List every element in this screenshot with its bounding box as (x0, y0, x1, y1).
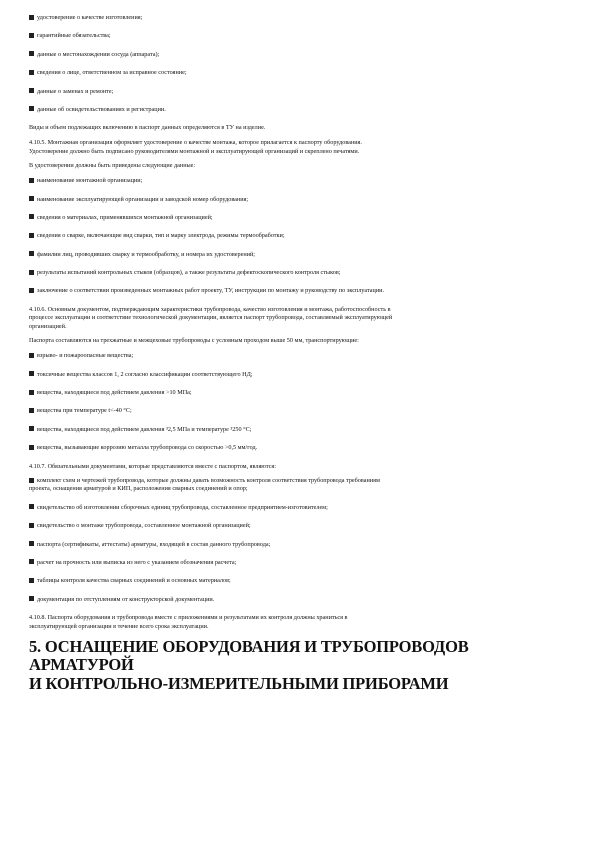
bullet-text: документация по отступлениям от конструкторской документации. (37, 595, 215, 603)
bullet-item (29, 426, 577, 434)
square-bullet-icon (29, 233, 34, 238)
bullet-item (29, 522, 577, 530)
paragraph (29, 337, 577, 345)
bullet-item (29, 106, 577, 114)
paragraph-line: 4.10.8. Паспорта оборудования и трубопровода вместе с приложениями и результатами их контроля должны храниться в (29, 614, 348, 622)
bullet-item (29, 177, 577, 185)
bullet-item (29, 389, 577, 397)
square-bullet-icon (29, 478, 34, 483)
bullet-text: сведения о лице, ответственном за исправное состояние; (37, 69, 187, 77)
square-bullet-icon (29, 541, 34, 546)
bullet-item (29, 559, 577, 567)
section-heading-line: И КОНТРОЛЬНО-ИЗМЕРИТЕЛЬНЫМИ ПРИБОРАМИ (29, 673, 449, 693)
bullet-text: расчет на прочность или выписка из него с указанием обозначения расчета; (37, 558, 237, 566)
bullet-item (29, 214, 577, 222)
bullet-item (29, 444, 577, 452)
square-bullet-icon (29, 88, 34, 93)
square-bullet-icon (29, 270, 34, 275)
square-bullet-icon (29, 353, 34, 358)
bullet-text: данные об освидетельствованиях и регистрации. (37, 105, 166, 113)
bullet-item (29, 269, 577, 277)
section-heading (29, 638, 577, 694)
bullet-item (29, 14, 577, 22)
bullet-text: фамилии лиц, проводивших сварку и термообработку, и номера их удостоверений; (37, 250, 256, 258)
paragraph (29, 162, 577, 170)
square-bullet-icon (29, 578, 34, 583)
square-bullet-icon (29, 70, 34, 75)
paragraph (29, 124, 577, 132)
paragraph-line: Виды и объем подлежащих включению в паспорт данных определяются в ТУ на изделие. (29, 124, 266, 132)
bullet-text: удостоверение о качестве изготовления; (37, 14, 143, 21)
bullet-text: сведения о материалах, применявшихся монтажной организацией; (37, 213, 213, 221)
paragraph-line: Паспорта составляются на трехжатные и межцеховые трубопроводы с условным проходом выше 50 мм, транспортирующие: (29, 337, 359, 345)
paragraph-line: организацией. (29, 322, 67, 330)
bullet-text: данные о заменах и ремонте; (37, 87, 114, 95)
square-bullet-icon (29, 288, 34, 293)
bullet-text: таблицы контроля качества сварных соединений и основных материалов; (37, 577, 231, 585)
square-bullet-icon (29, 596, 34, 601)
bullet-text: заключение о соответствии произведенных монтажных работ проекту, ТУ, инструкции по монтажу и руководству по эксплуатации. (37, 287, 385, 295)
square-bullet-icon (29, 178, 34, 183)
section-heading-line: 5. ОСНАЩЕНИЕ ОБОРУДОВАНИЯ И ТРУБОПРОВОДОВ (29, 636, 469, 656)
bullet-item (29, 504, 577, 512)
bullet-text: вещества, находящиеся под действием давления ³2,5 МПа и температуре ³250 °С; (37, 425, 252, 433)
square-bullet-icon (29, 504, 34, 509)
paragraph-line: 4.10.6. Основным документом, подтверждающим характеристики трубопровода, качество изготовления и монтажа, работоспособность в (29, 305, 391, 313)
bullet-item (29, 577, 577, 585)
square-bullet-icon (29, 445, 34, 450)
paragraph (29, 306, 577, 331)
bullet-text: результаты испытаний контрольных стыков (образцов), а также результаты дефектоскопического контроля стыков; (37, 269, 341, 277)
bullet-text: свидетельство о монтаже трубопровода, составленное монтажной организацией; (37, 522, 251, 530)
square-bullet-icon (29, 559, 34, 564)
bullet-text: сведения о сварке, включающие вид сварки, тип и марку электрода, режимы термообработки; (37, 232, 285, 240)
square-bullet-icon (29, 523, 34, 528)
square-bullet-icon (29, 51, 34, 56)
bullet-item (29, 251, 577, 259)
square-bullet-icon (29, 408, 34, 413)
bullet-item (29, 407, 577, 415)
paragraph-line: В удостоверении должны быть приведены следующие данные: (29, 162, 196, 170)
bullet-item (29, 51, 577, 59)
bullet-text: комплект схем и чертежей трубопровода, которые должны давать возможность контроля соответствия трубопровода требованиям (37, 477, 380, 485)
bullet-text: вещества, находящиеся под действием давления >10 МПа; (37, 389, 192, 397)
bullet-item (29, 541, 577, 549)
bullet-text: гарантийные обязательства; (37, 32, 111, 40)
square-bullet-icon (29, 15, 34, 20)
bullet-item (29, 287, 577, 295)
bullet-text: наименование монтажной организации; (37, 177, 143, 185)
bullet-item (29, 371, 577, 379)
bullet-text: вещества, вызывающие коррозию металла трубопровода со скоростью >0,5 мм/год. (37, 444, 258, 452)
square-bullet-icon (29, 371, 34, 376)
paragraph-line: Удостоверение должно быть подписано руководителями монтажной и эксплуатирующей организаций и скреплено печатями. (29, 147, 360, 155)
bullet-text: наименование эксплуатирующей организации и заводской номер оборудования; (37, 195, 249, 203)
bullet-item (29, 88, 577, 96)
paragraph (29, 139, 577, 156)
bullet-text: паспорта (сертификаты, аттестаты) арматуры, входящей в состав данного трубопровода; (37, 540, 271, 548)
bullet-text: данные о местонахождении сосуда (аппарата); (37, 50, 160, 58)
bullet-text: свидетельство об изготовлении сборочных единиц трубопровода, составленное предприятием-изготовителем; (37, 503, 328, 511)
square-bullet-icon (29, 196, 34, 201)
square-bullet-icon (29, 251, 34, 256)
bullet-text: токсичные вещества классов 1, 2 согласно классификации соответствующего НД; (37, 370, 253, 378)
paragraph-line: 4.10.5. Монтажная организация оформляет удостоверение о качестве монтажа, которое прилагается к паспорту оборудования. (29, 139, 362, 147)
bullet-item (29, 196, 577, 204)
bullet-item (29, 477, 577, 493)
square-bullet-icon (29, 33, 34, 38)
bullet-text: взрыво- и пожароопасные вещества; (37, 352, 134, 360)
paragraph-line: процессе эксплуатации и соответствие технологической документации, является паспорт трубопровода, составляемый эксплуатирующей (29, 314, 393, 322)
bullet-text: проекта, оснащения арматурой и КИП, расположения сварных соединений и опор; (29, 485, 248, 493)
bullet-item (29, 596, 577, 604)
section-heading-line: АРМАТУРОЙ (29, 655, 134, 675)
bullet-item (29, 69, 577, 77)
document-body (29, 14, 577, 693)
square-bullet-icon (29, 390, 34, 395)
square-bullet-icon (29, 426, 34, 431)
bullet-item (29, 32, 577, 40)
paragraph (29, 614, 577, 631)
paragraph (29, 463, 577, 471)
square-bullet-icon (29, 214, 34, 219)
bullet-item (29, 232, 577, 240)
bullet-text: вещества при температуре t<-40 °С; (37, 407, 132, 415)
paragraph-line: 4.10.7. Обязательными документами, которые представляются вместе с паспортом, являются: (29, 462, 276, 470)
paragraph-line: эксплуатирующей организации в течение всего срока эксплуатации. (29, 622, 209, 630)
square-bullet-icon (29, 106, 34, 111)
bullet-item (29, 352, 577, 360)
